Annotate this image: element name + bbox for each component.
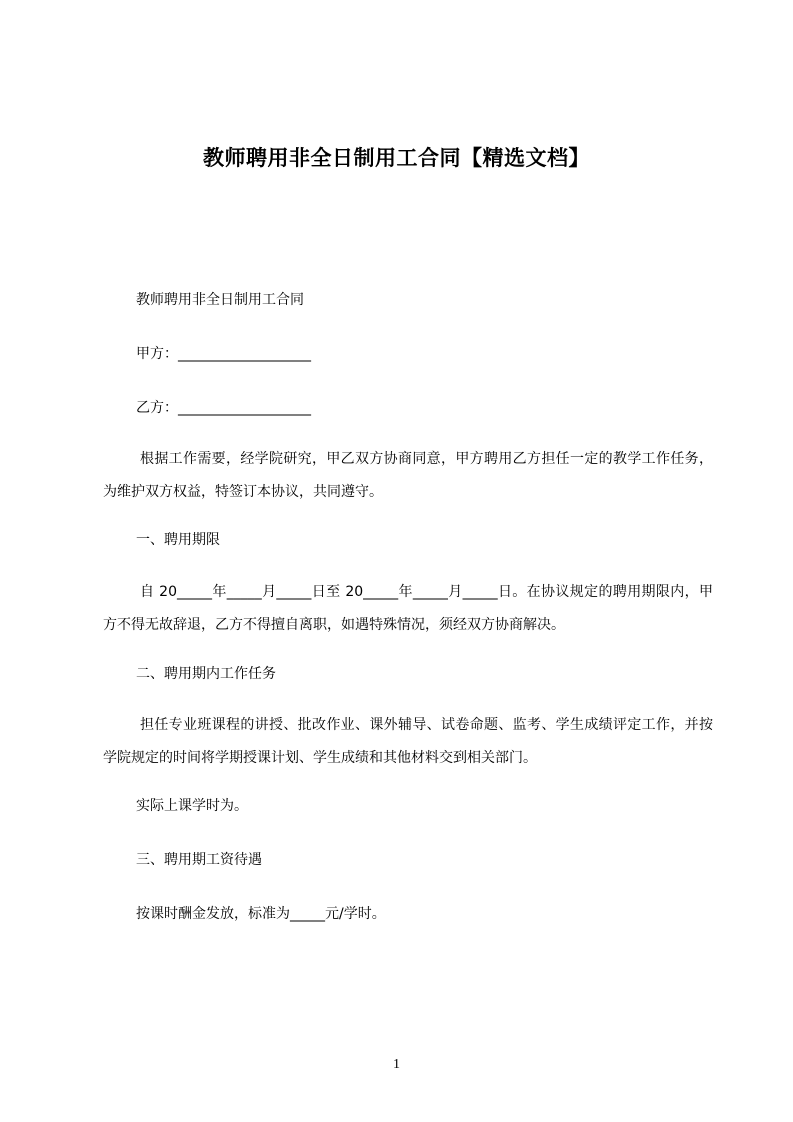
section-2-note: 实际上课学时为。 (136, 798, 248, 814)
party-b-line: 乙方：___________________ (136, 400, 311, 416)
page-number: 1 (393, 1057, 400, 1072)
contract-subtitle: 教师聘用非全日制用工合同 (136, 292, 304, 308)
party-a-line: 甲方：___________________ (136, 346, 311, 362)
section-3-body: 按课时酬金发放，标准为_____元/学时。 (136, 906, 386, 922)
section-1-body: 自 20_____年_____月_____日至 20_____年_____月_____日。在协议规定的聘用期限内，甲方不得无故辞退，乙方不得擅自离职，如遇特殊情况，须经双方协商解决。 (103, 584, 713, 633)
section-2-body: 担任专业班课程的讲授、批改作业、课外辅导、试卷命题、监考、学生成绩评定工作，并按学院规定的时间将学期授课计划、学生成绩和其他材料交到相关部门。 (103, 717, 713, 766)
section-2-heading: 二、聘用期内工作任务 (136, 666, 276, 682)
section-1-heading: 一、聘用期限 (136, 532, 220, 548)
intro-paragraph: 根据工作需要，经学院研究，甲乙双方协商同意，甲方聘用乙方担任一定的教学工作任务，为维护双方权益，特签订本协议，共同遵守。 (103, 451, 713, 500)
section-3-heading: 三、聘用期工资待遇 (136, 852, 262, 868)
document-title: 教师聘用非全日制用工合同【精选文档】 (203, 146, 590, 170)
